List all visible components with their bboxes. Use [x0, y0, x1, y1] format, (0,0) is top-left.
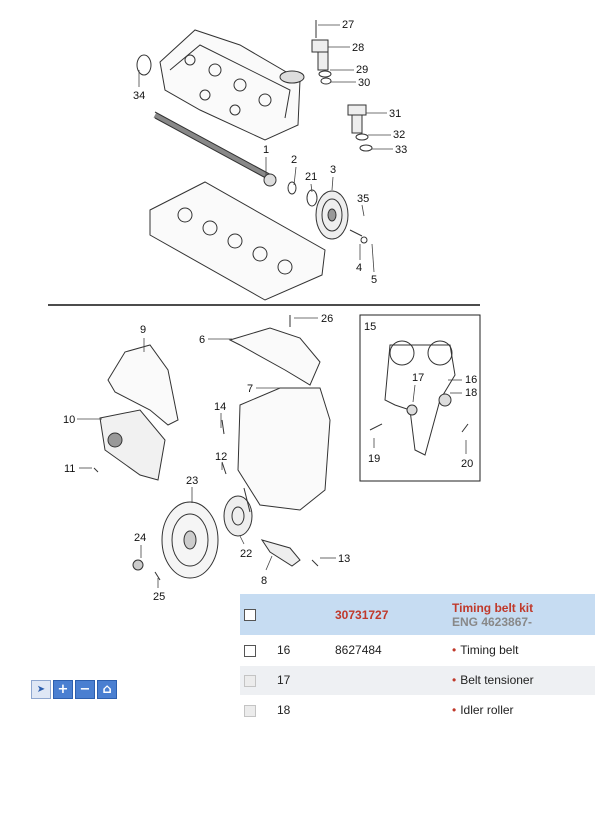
callout-14[interactable]: 14	[214, 401, 227, 413]
callout-7[interactable]: 7	[247, 383, 254, 395]
callout-22[interactable]: 22	[240, 548, 253, 560]
callout-32[interactable]: 32	[393, 129, 406, 141]
callout-33[interactable]: 33	[395, 144, 408, 156]
callout-3[interactable]: 3	[330, 164, 337, 176]
callout-21[interactable]: 21	[305, 171, 318, 183]
home-icon: ⌂	[102, 682, 112, 697]
camshaft-cover	[160, 30, 304, 140]
kit-part-number[interactable]: 30731727	[335, 607, 389, 622]
plus-icon: +	[57, 682, 69, 697]
callout-29[interactable]: 29	[356, 64, 369, 76]
table-row[interactable]	[240, 665, 595, 695]
callout-9[interactable]: 9	[140, 324, 147, 336]
callout-34[interactable]: 34	[133, 90, 146, 102]
row-position: 16	[277, 642, 291, 657]
callout-4[interactable]: 4	[356, 262, 363, 274]
callout-5[interactable]: 5	[371, 274, 378, 286]
callout-28[interactable]: 28	[352, 42, 365, 54]
bullet-icon: •	[452, 703, 457, 717]
callout-25[interactable]: 25	[153, 591, 166, 603]
callout-19[interactable]: 19	[368, 453, 381, 465]
table-row[interactable]	[240, 695, 595, 725]
callout-20[interactable]: 20	[461, 458, 474, 470]
row-checkbox[interactable]	[244, 645, 256, 657]
row-checkbox	[244, 675, 256, 687]
callout-15[interactable]: 15	[364, 321, 377, 333]
row-part-number	[335, 695, 452, 725]
kit-header-row[interactable]	[240, 594, 595, 635]
kit-subtitle: ENG 4623867-	[452, 614, 533, 629]
callout-16[interactable]: 16	[465, 374, 478, 386]
callout-27[interactable]: 27	[342, 19, 355, 31]
callout-30[interactable]: 30	[358, 77, 371, 89]
diagram-toolbar	[31, 680, 117, 699]
sensor-28	[312, 20, 331, 84]
kit-title: Timing belt kit	[452, 600, 534, 615]
select-tool-button[interactable]	[31, 680, 51, 699]
zoom-out-button[interactable]	[75, 680, 95, 699]
row-description	[452, 635, 595, 665]
callout-24[interactable]: 24	[134, 532, 147, 544]
row-position: 17	[277, 673, 291, 687]
callout-6[interactable]: 6	[199, 334, 206, 346]
sensor-31	[348, 105, 372, 151]
cam-pulley	[316, 191, 348, 239]
kit-description	[452, 594, 595, 635]
guide-8	[262, 540, 300, 566]
row-part-number	[335, 665, 452, 695]
row-description-text: Idler roller	[460, 703, 514, 717]
callout-17[interactable]: 17	[412, 372, 425, 384]
row-description-text: Timing belt	[460, 642, 519, 657]
callout-8[interactable]: 8	[261, 575, 268, 587]
minus-icon: −	[79, 682, 91, 697]
row-position: 18	[277, 703, 291, 717]
crankshaft-pulley	[162, 502, 218, 578]
row-part-number: 8627484	[335, 642, 382, 657]
bullet-icon: •	[452, 673, 457, 687]
home-button[interactable]	[97, 680, 117, 699]
callout-26[interactable]: 26	[321, 313, 334, 325]
row-checkbox	[244, 705, 256, 717]
callout-18[interactable]: 18	[465, 387, 478, 399]
callout-23[interactable]: 23	[186, 475, 199, 487]
callout-31[interactable]: 31	[389, 108, 402, 120]
parts-table	[240, 594, 595, 726]
callout-35[interactable]: 35	[357, 193, 370, 205]
row-description	[452, 695, 595, 725]
callout-12[interactable]: 12	[215, 451, 228, 463]
callout-10[interactable]: 10	[63, 414, 76, 426]
callout-13[interactable]: 13	[338, 553, 351, 565]
kit-position	[277, 594, 335, 635]
zoom-in-button[interactable]	[53, 680, 73, 699]
row-description-text: Belt tensioner	[460, 673, 534, 687]
callout-2[interactable]: 2	[291, 154, 298, 166]
table-row[interactable]	[240, 635, 595, 665]
pointer-icon: ➤	[36, 684, 46, 695]
row-description	[452, 665, 595, 695]
engine-cover-7	[238, 388, 330, 510]
belt-cover-6	[230, 328, 320, 385]
callout-11[interactable]: 11	[64, 463, 76, 475]
cylinder-head	[150, 182, 325, 300]
bullet-icon: •	[452, 642, 457, 657]
kit-checkbox[interactable]	[244, 609, 256, 621]
callout-1[interactable]: 1	[263, 144, 270, 156]
